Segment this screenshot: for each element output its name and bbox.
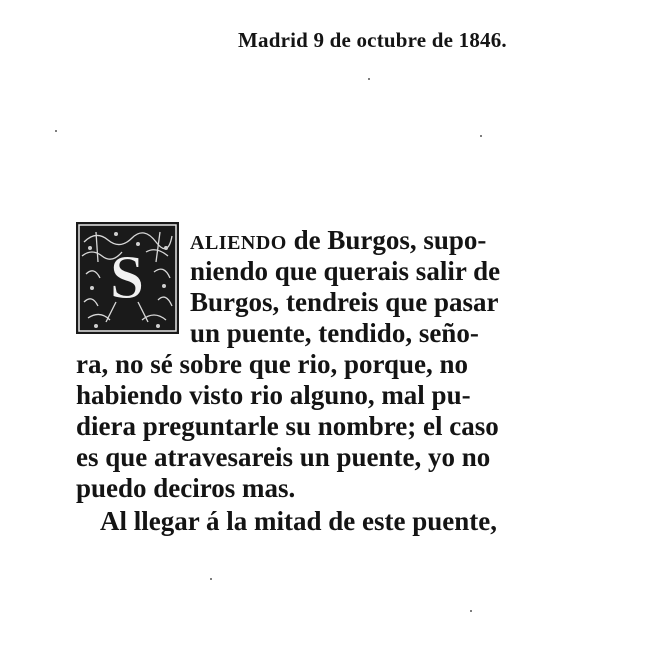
text-line-8: es que atravesareis un puente, yo no [76,442,491,472]
text-line-3: Burgos, tendreis que pasar [190,287,499,317]
text-line-1 [190,227,486,254]
opening-word: ALIENDO [190,232,287,254]
text-line-10: Al llegar á la mitad de este puente, [100,506,497,536]
text-line-2: niendo que querais salir de [190,256,501,286]
paper-speck [470,610,472,612]
drop-cap-ornament [76,222,179,334]
paper-speck [210,578,212,580]
paper-speck [480,135,482,137]
text-line-5: ra, no sé sobre que rio, porque, no [76,349,469,379]
paper-speck [368,78,370,80]
text-line-9: puedo deciros mas. [76,473,296,503]
drop-cap-letter: S [109,244,145,312]
text-line-6: habiendo visto rio alguno, mal pu- [76,380,471,410]
text-line-7: diera preguntarle su nombre; el caso [76,411,499,441]
dateline: Madrid 9 de octubre de 1846. [238,28,507,52]
paper-speck [55,130,57,132]
text-line-1-rest: de Burgos, supo- [286,225,487,255]
text-line-4: un puente, tendido, seño- [190,318,479,348]
drop-cap-s [76,222,179,334]
